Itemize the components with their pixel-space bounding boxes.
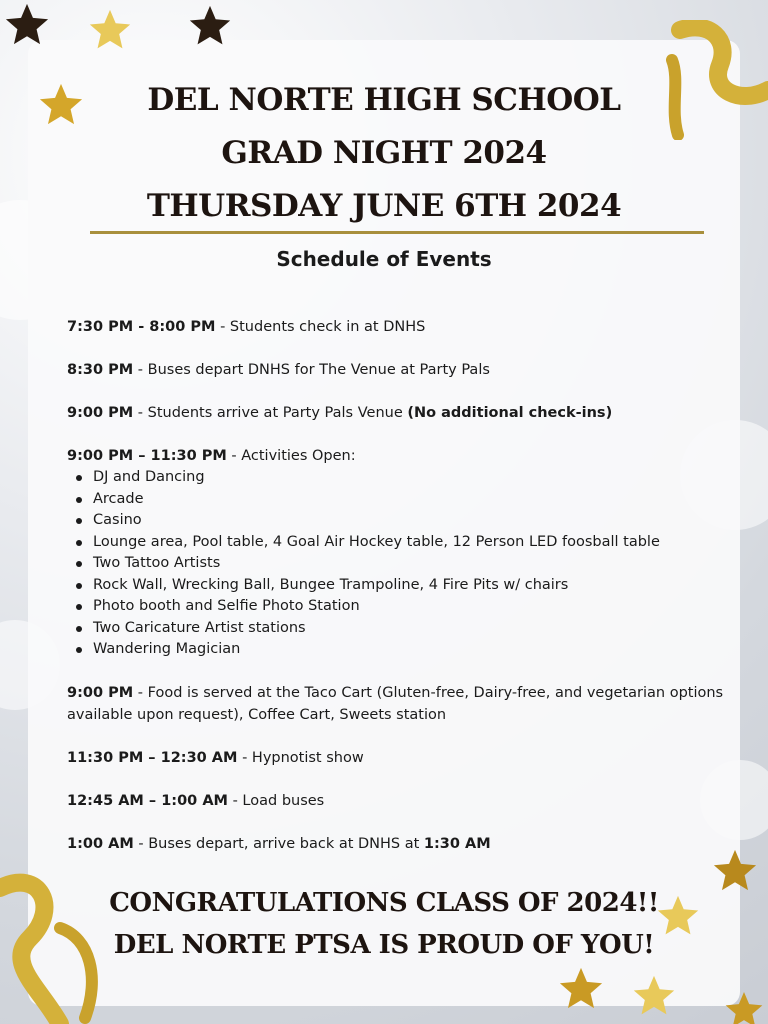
activities-list bbox=[67, 467, 727, 661]
schedule-item bbox=[67, 402, 727, 424]
schedule-item bbox=[67, 790, 727, 812]
gold-star-icon bbox=[724, 990, 764, 1024]
dark-star-icon bbox=[188, 4, 232, 48]
activity-item: Casino bbox=[67, 510, 727, 532]
event-time: 9:00 PM bbox=[67, 684, 134, 701]
page-title-date: THURSDAY JUNE 6TH 2024 bbox=[146, 188, 622, 224]
congratulations-line: CONGRATULATIONS CLASS OF 2024!! bbox=[109, 888, 659, 918]
event-description: - Food is served at the Taco Cart (Gluten-free, Dairy-free, and vegetarian options available upon request), Coffee Cart, Sweets station bbox=[67, 684, 724, 723]
ptsa-proud-line: DEL NORTE PTSA IS PROUD OF YOU! bbox=[113, 930, 655, 960]
gold-star-icon bbox=[632, 974, 676, 1018]
page-title-event: GRAD NIGHT 2024 bbox=[221, 135, 547, 171]
event-description: - Activities Open: bbox=[226, 448, 356, 464]
activity-item: Photo booth and Selfie Photo Station bbox=[67, 596, 727, 618]
event-description: - Students arrive at Party Pals Venue bbox=[133, 405, 408, 421]
gold-star-icon bbox=[558, 966, 604, 1012]
event-return-time: 1:30 AM bbox=[423, 835, 491, 852]
event-description: - Hypnotist show bbox=[237, 749, 364, 766]
activity-item: Wandering Magician bbox=[67, 639, 727, 661]
schedule-item bbox=[67, 445, 727, 467]
page-title-school: DEL NORTE HIGH SCHOOL bbox=[147, 82, 621, 118]
schedule-item bbox=[67, 747, 727, 769]
activity-item: Lounge area, Pool table, 4 Goal Air Hockey table, 12 Person LED foosball table bbox=[67, 532, 727, 554]
event-description: - Students check in at DNHS bbox=[215, 319, 426, 335]
schedule-item bbox=[67, 833, 727, 855]
event-description: - Buses depart DNHS for The Venue at Party Pals bbox=[133, 362, 490, 378]
activity-item: Two Caricature Artist stations bbox=[67, 618, 727, 640]
schedule-item bbox=[67, 682, 727, 726]
schedule-heading: Schedule of Events bbox=[276, 247, 492, 271]
event-note: (No additional check-ins) bbox=[407, 405, 613, 421]
schedule-item bbox=[67, 359, 727, 381]
activity-item: Two Tattoo Artists bbox=[67, 553, 727, 575]
activity-item: DJ and Dancing bbox=[67, 467, 727, 489]
schedule-list bbox=[67, 316, 727, 876]
event-time: 7:30 PM - 8:00 PM bbox=[67, 319, 216, 335]
gold-ribbon-top-right-icon bbox=[650, 20, 768, 140]
activity-item: Rock Wall, Wrecking Ball, Bungee Trampoline, 4 Fire Pits w/ chairs bbox=[67, 575, 727, 597]
activity-item: Arcade bbox=[67, 489, 727, 511]
event-description: - Load buses bbox=[227, 792, 325, 809]
event-time: 11:30 PM – 12:30 AM bbox=[67, 749, 238, 766]
dark-star-icon bbox=[4, 2, 50, 48]
event-time: 9:00 PM – 11:30 PM bbox=[67, 448, 227, 464]
schedule-item bbox=[67, 316, 727, 338]
event-time: 9:00 PM bbox=[67, 405, 134, 421]
event-time: 1:00 AM bbox=[67, 835, 134, 852]
event-time: 12:45 AM – 1:00 AM bbox=[67, 792, 228, 809]
event-description: - Buses depart, arrive back at DNHS at bbox=[133, 835, 424, 852]
event-time: 8:30 PM bbox=[67, 362, 134, 378]
gold-star-icon bbox=[88, 8, 132, 52]
title-divider bbox=[90, 231, 704, 234]
